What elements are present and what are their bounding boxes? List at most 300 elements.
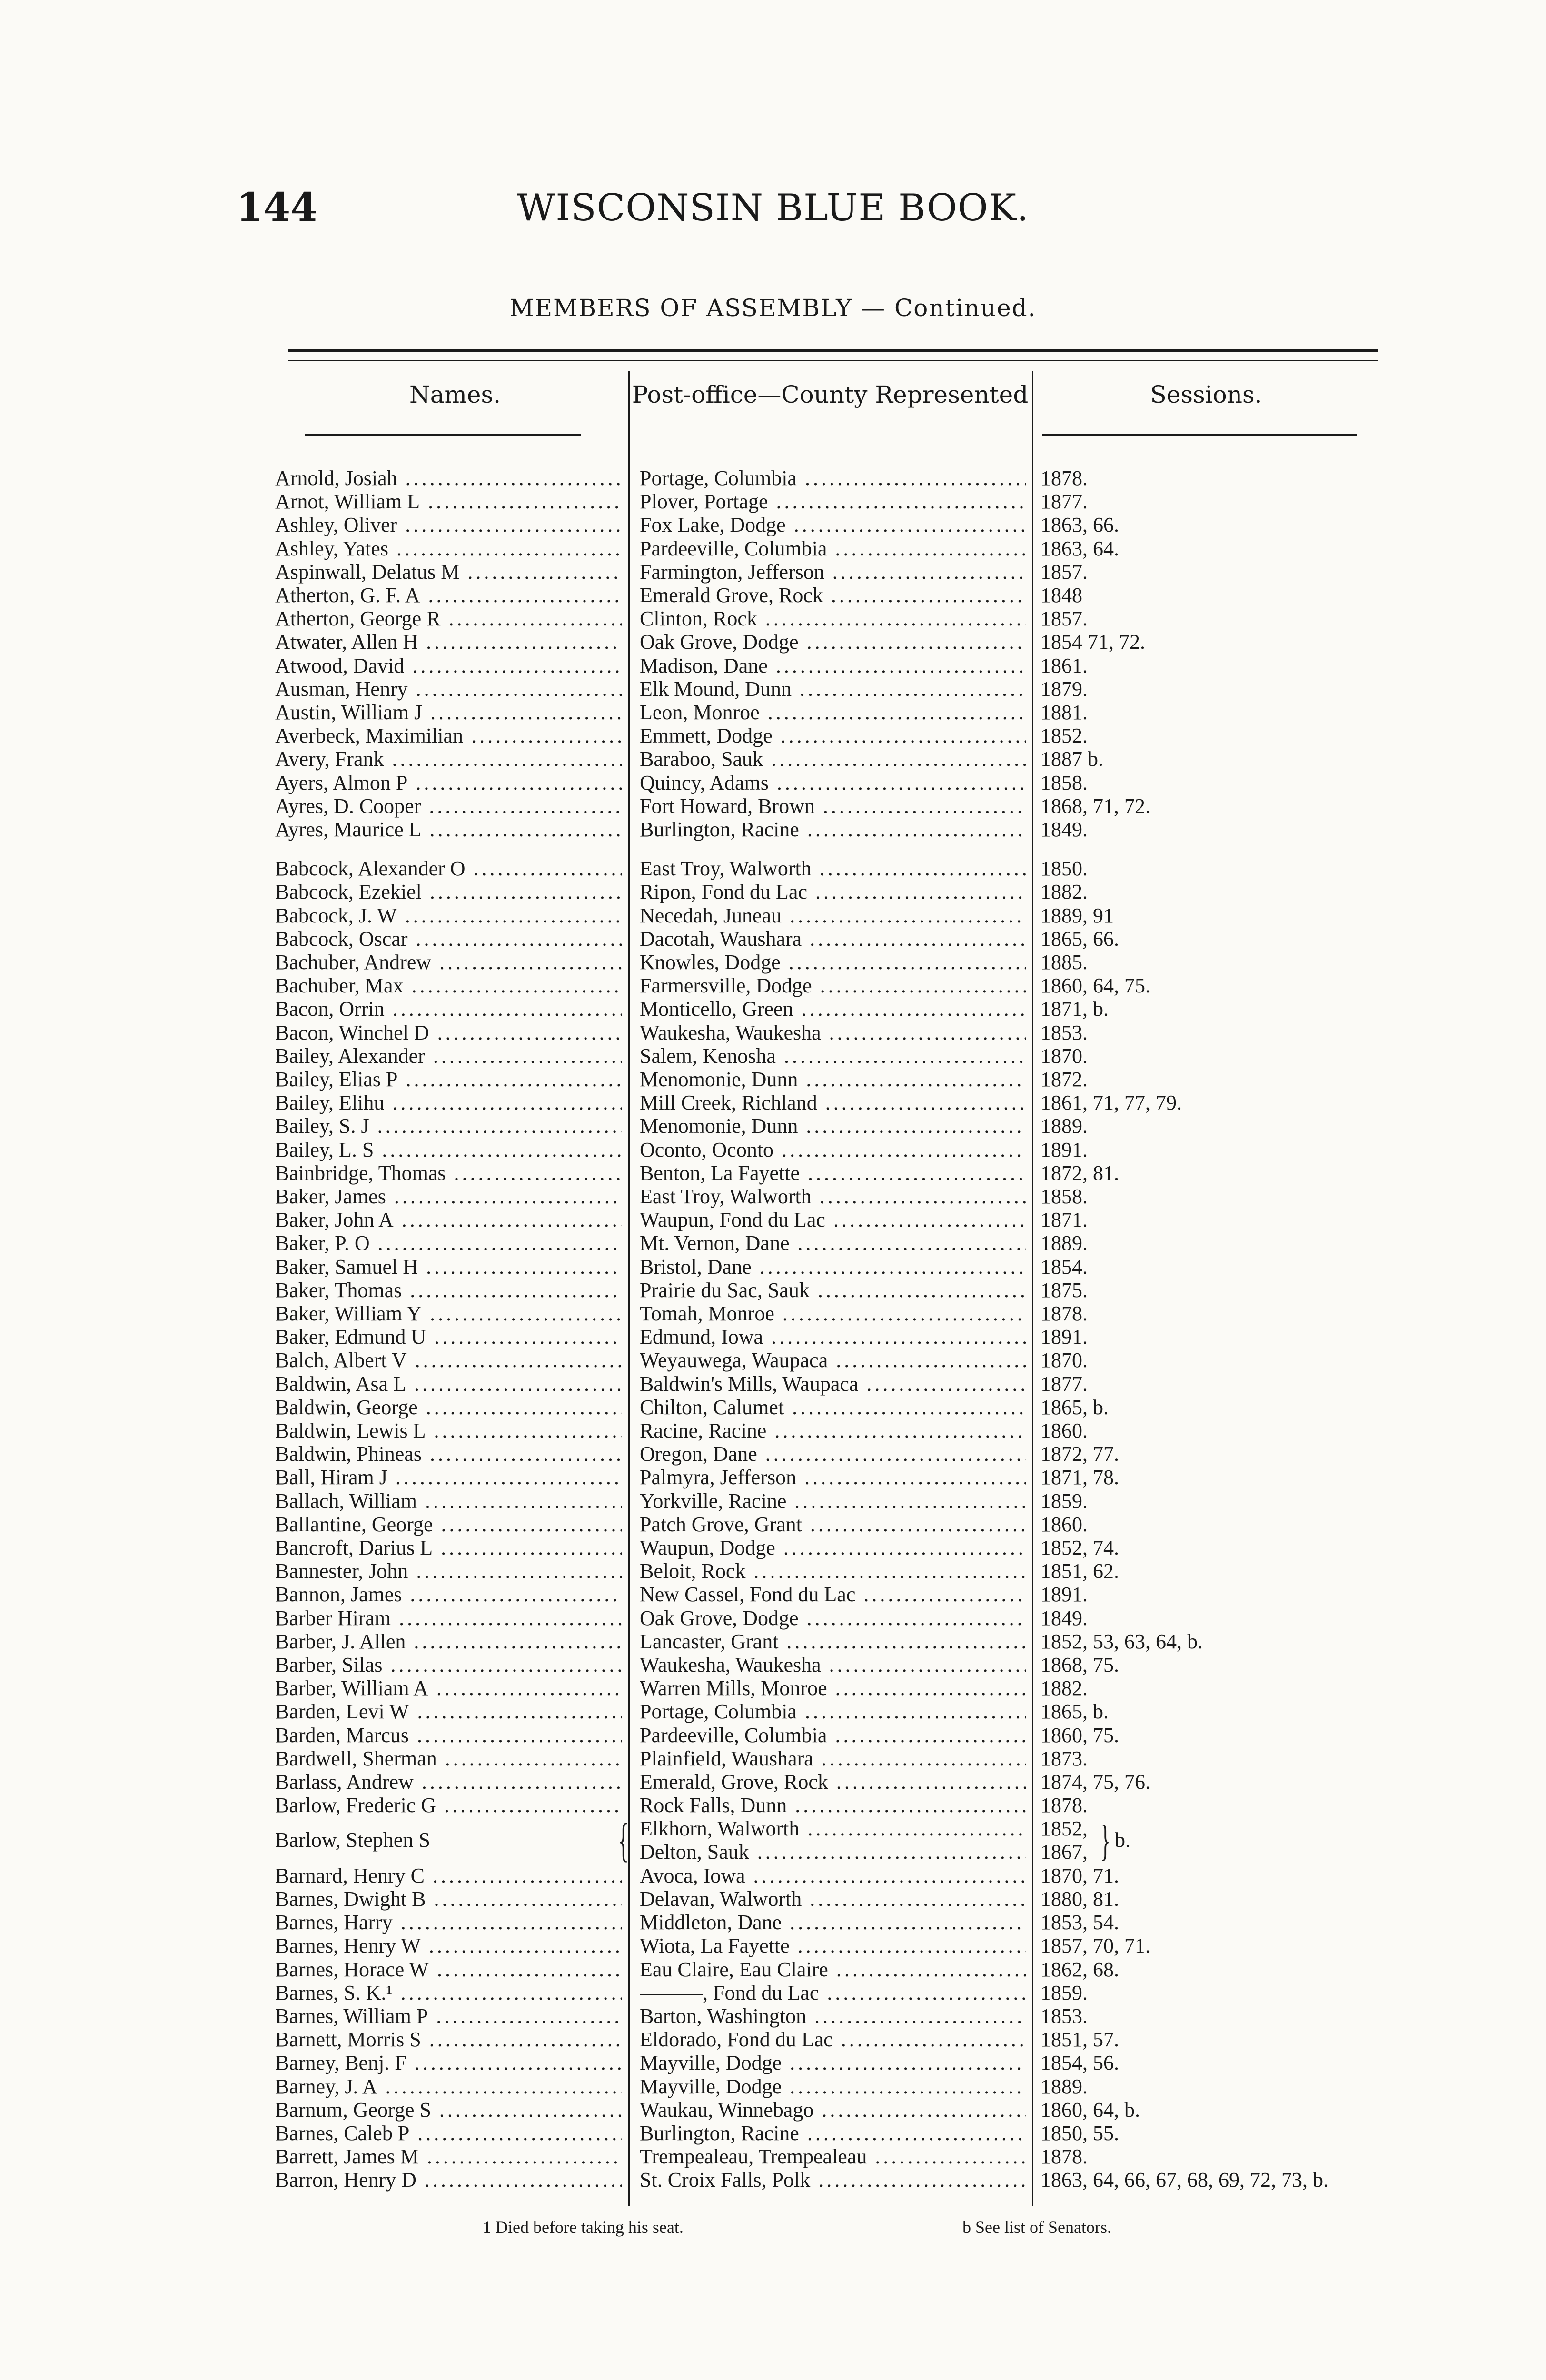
member-sessions: 1878. — [1041, 1302, 1088, 1325]
list-item — [0, 1887, 1546, 1911]
member-post-office: Quincy, Adams ..... — [640, 771, 1026, 794]
member-sessions: 1865, 66. — [1041, 927, 1119, 951]
member-name: Baldwin, George ..... — [275, 1396, 622, 1419]
member-post-office: ———, Fond du Lac ..... — [640, 1981, 1026, 2004]
member-sessions: 1868, 71, 72. — [1041, 794, 1150, 818]
member-sessions: 1853. — [1041, 2004, 1088, 2028]
column-header-post-office: Post-office—County Represented — [632, 381, 1029, 408]
member-name: Barnum, George S ..... — [275, 2098, 622, 2122]
member-name: Baker, James ..... — [275, 1185, 622, 1208]
member-name: Baker, Samuel H ..... — [275, 1255, 622, 1279]
member-sessions: 1857. — [1041, 607, 1088, 631]
member-name: Balch, Albert V ..... — [275, 1349, 622, 1372]
member-post-office: Wiota, La Fayette ..... — [640, 1934, 1026, 1957]
member-post-office: Burlington, Racine ..... — [640, 818, 1026, 841]
list-item — [0, 1770, 1546, 1794]
member-post-office: East Troy, Walworth ..... — [640, 857, 1026, 880]
member-sessions: 1885. — [1041, 951, 1088, 974]
member-name: Barnes, Caleb P ..... — [275, 2122, 622, 2145]
member-name: Barnes, Dwight B ..... — [275, 1887, 622, 1911]
list-item — [0, 1068, 1546, 1091]
member-sessions: 1878. — [1041, 1794, 1088, 1817]
member-name: Barden, Levi W ..... — [275, 1700, 622, 1723]
member-name: Ayres, D. Cooper ..... — [275, 794, 622, 818]
member-name: Arnold, Josiah ..... — [275, 466, 622, 490]
member-sessions: 1860. — [1041, 1512, 1088, 1536]
member-sessions: 1870, 71. — [1041, 1864, 1119, 1887]
running-head: WISCONSIN BLUE BOOK. — [517, 187, 1029, 229]
member-sessions: 1852, 53, 63, 64, b. — [1041, 1629, 1203, 1653]
member-post-office: Salem, Kenosha ..... — [640, 1044, 1026, 1068]
list-item — [0, 1372, 1546, 1396]
member-sessions: 1862, 68. — [1041, 1957, 1119, 1981]
member-sessions: 1880, 81. — [1041, 1887, 1119, 1911]
list-item — [0, 630, 1546, 654]
member-sessions: 1852, — [1041, 1817, 1088, 1841]
header-rule-names — [305, 434, 581, 436]
member-sessions: 1859. — [1041, 1489, 1088, 1513]
member-sessions: 1865, b. — [1041, 1395, 1109, 1419]
member-name: Barney, Benj. F ..... — [275, 2051, 622, 2074]
list-item — [0, 927, 1546, 951]
member-post-office: Waupun, Fond du Lac ..... — [640, 1208, 1026, 1231]
member-sessions: 1873. — [1041, 1746, 1088, 1770]
member-name: Barber, J. Allen ..... — [275, 1630, 622, 1653]
member-name: Atwater, Allen H ..... — [275, 630, 622, 654]
member-post-office: Mt. Vernon, Dane ..... — [640, 1231, 1026, 1255]
member-name: Ayers, Almon P ..... — [275, 771, 622, 794]
member-name: Barlow, Stephen S — [275, 1828, 430, 1852]
member-sessions: 1849. — [1041, 1606, 1088, 1630]
member-post-office: Warren Mills, Monroe ..... — [640, 1676, 1026, 1700]
list-item — [0, 490, 1546, 513]
member-name: Barber, William A ..... — [275, 1676, 622, 1700]
member-post-office: Fox Lake, Dodge ..... — [640, 513, 1026, 536]
list-item — [0, 2051, 1546, 2074]
member-post-office: Dacotah, Waushara ..... — [640, 927, 1026, 951]
member-name: Barlow, Frederic G ..... — [275, 1794, 622, 1817]
list-item — [0, 1606, 1546, 1630]
member-post-office: Waukesha, Waukesha ..... — [640, 1021, 1026, 1044]
member-post-office: Tomah, Monroe ..... — [640, 1302, 1026, 1325]
member-name: Baker, William Y ..... — [275, 1302, 622, 1325]
list-item — [0, 951, 1546, 974]
member-post-office: Eldorado, Fond du Lac ..... — [640, 2028, 1026, 2051]
member-name: Atwood, David ..... — [275, 654, 622, 677]
member-sessions: 1868, 75. — [1041, 1653, 1119, 1676]
list-item — [0, 1559, 1546, 1583]
member-post-office: Waukau, Winnebago ..... — [640, 2098, 1026, 2122]
member-post-office: Baraboo, Sauk ..... — [640, 747, 1026, 771]
member-sessions: 1871, b. — [1041, 997, 1109, 1021]
member-sessions: 1877. — [1041, 490, 1088, 514]
member-name: Bacon, Orrin ..... — [275, 997, 622, 1021]
list-item — [0, 1724, 1546, 1747]
list-item — [0, 1513, 1546, 1536]
column-header-sessions: Sessions. — [1150, 381, 1262, 408]
member-sessions: 1863, 64. — [1041, 536, 1119, 560]
double-rule-top — [288, 349, 1378, 352]
member-post-office: Plover, Portage ..... — [640, 490, 1026, 513]
list-item — [0, 997, 1546, 1021]
list-item — [0, 1466, 1546, 1489]
member-sessions: 1874, 75, 76. — [1041, 1770, 1150, 1794]
member-sessions: 1879. — [1041, 677, 1088, 701]
member-sessions: 1889. — [1041, 1231, 1088, 1255]
member-sessions: 1872, 81. — [1041, 1161, 1119, 1185]
member-name: Arnot, William L ..... — [275, 490, 622, 513]
member-name: Bailey, Elihu ..... — [275, 1091, 622, 1114]
member-sessions: 1852, 74. — [1041, 1536, 1119, 1559]
list-item — [0, 794, 1546, 818]
list-item — [0, 2168, 1546, 2192]
member-name: Barnes, William P ..... — [275, 2004, 622, 2028]
list-item — [0, 1279, 1546, 1302]
member-post-office: Fort Howard, Brown ..... — [640, 794, 1026, 818]
list-item — [0, 1911, 1546, 1934]
member-post-office: Plainfield, Waushara ..... — [640, 1747, 1026, 1770]
list-item — [0, 1653, 1546, 1676]
list-item — [0, 1419, 1546, 1442]
member-sessions: 1851, 57. — [1041, 2028, 1119, 2052]
member-sessions: 1872. — [1041, 1068, 1088, 1091]
list-item — [0, 1161, 1546, 1185]
member-post-office: St. Croix Falls, Polk ..... — [640, 2168, 1026, 2192]
list-item — [0, 747, 1546, 771]
member-name: Babcock, Oscar ..... — [275, 927, 622, 951]
member-post-office: Beloit, Rock ..... — [640, 1559, 1026, 1583]
member-post-office: Baldwin's Mills, Waupaca ..... — [640, 1372, 1026, 1396]
member-sessions: 1889. — [1041, 2074, 1088, 2098]
list-item-braced — [0, 1814, 1546, 1867]
member-name: Babcock, Ezekiel ..... — [275, 880, 622, 903]
member-sessions: 1860, 75. — [1041, 1723, 1119, 1747]
member-name: Baker, John A ..... — [275, 1208, 622, 1231]
list-item — [0, 701, 1546, 724]
list-item — [0, 1185, 1546, 1208]
member-name: Ayres, Maurice L ..... — [275, 818, 622, 841]
list-item — [0, 607, 1546, 630]
member-post-office: Necedah, Juneau ..... — [640, 904, 1026, 927]
list-item — [0, 974, 1546, 997]
member-post-office: East Troy, Walworth ..... — [640, 1185, 1026, 1208]
member-name: Atherton, George R ..... — [275, 607, 622, 630]
member-post-office: New Cassel, Fond du Lac ..... — [640, 1583, 1026, 1606]
member-sessions: 1858. — [1041, 771, 1088, 794]
member-name: Ausman, Henry ..... — [275, 677, 622, 701]
list-item — [0, 677, 1546, 701]
member-post-office: Menomonie, Dunn ..... — [640, 1114, 1026, 1138]
member-post-office: Emerald Grove, Rock ..... — [640, 584, 1026, 607]
member-name: Ball, Hiram J ..... — [275, 1466, 622, 1489]
member-name: Barney, J. A ..... — [275, 2075, 622, 2098]
list-item — [0, 1044, 1546, 1068]
member-sessions: 1871. — [1041, 1208, 1088, 1232]
list-item — [0, 1958, 1546, 1981]
list-item — [0, 513, 1546, 536]
list-item — [0, 857, 1546, 880]
list-item — [0, 1536, 1546, 1559]
member-sessions: 1860, 64, 75. — [1041, 974, 1150, 998]
footnote-senators: b See list of Senators. — [962, 2218, 1111, 2237]
list-item — [0, 1349, 1546, 1372]
member-name: Bailey, S. J ..... — [275, 1114, 622, 1138]
list-item — [0, 2004, 1546, 2028]
member-post-office: Leon, Monroe ..... — [640, 701, 1026, 724]
member-post-office: Waukesha, Waukesha ..... — [640, 1653, 1026, 1676]
list-item — [0, 1208, 1546, 1231]
member-name: Aspinwall, Delatus M ..... — [275, 560, 622, 584]
member-sessions: 1858. — [1041, 1185, 1088, 1208]
list-item — [0, 1583, 1546, 1606]
member-post-office: Elkhorn, Walworth ..... — [640, 1817, 1026, 1840]
member-name: Ballantine, George ..... — [275, 1513, 622, 1536]
member-post-office: Middleton, Dane ..... — [640, 1911, 1026, 1934]
list-item — [0, 2075, 1546, 2098]
member-post-office: Farmersville, Dodge ..... — [640, 974, 1026, 997]
member-name: Barber Hiram ..... — [275, 1606, 622, 1630]
list-item — [0, 537, 1546, 560]
member-post-office: Eau Claire, Eau Claire ..... — [640, 1958, 1026, 1981]
list-item — [0, 1138, 1546, 1161]
member-post-office: Avoca, Iowa ..... — [640, 1864, 1026, 1887]
member-sessions: 1860, 64, b. — [1041, 2098, 1140, 2122]
list-item — [0, 1864, 1546, 1887]
member-name: Babcock, J. W ..... — [275, 904, 622, 927]
list-item — [0, 771, 1546, 794]
member-name: Austin, William J ..... — [275, 701, 622, 724]
list-item — [0, 1934, 1546, 1957]
list-item — [0, 1747, 1546, 1770]
member-sessions: 1867, — [1041, 1840, 1088, 1864]
member-sessions: 1865, b. — [1041, 1700, 1109, 1724]
member-name: Barnes, Horace W ..... — [275, 1958, 622, 1981]
member-name: Avery, Frank ..... — [275, 747, 622, 771]
member-sessions: 1889. — [1041, 1114, 1088, 1138]
member-name: Barnett, Morris S ..... — [275, 2028, 622, 2051]
member-sessions: 1860. — [1041, 1419, 1088, 1442]
member-sessions: 1853. — [1041, 1021, 1088, 1044]
list-item — [0, 880, 1546, 903]
member-post-office: Portage, Columbia ..... — [640, 466, 1026, 490]
member-post-office: Delavan, Walworth ..... — [640, 1887, 1026, 1911]
member-sessions: 1849. — [1041, 818, 1088, 841]
member-sessions: 1863, 66. — [1041, 513, 1119, 537]
member-sessions: 1861, 71, 77, 79. — [1041, 1091, 1182, 1115]
member-post-office: Mill Creek, Richland ..... — [640, 1091, 1026, 1114]
member-name: Bancroft, Darius L ..... — [275, 1536, 622, 1559]
member-name: Ballach, William ..... — [275, 1489, 622, 1513]
member-post-office: Ripon, Fond du Lac ..... — [640, 880, 1026, 903]
member-post-office: Menomonie, Dunn ..... — [640, 1068, 1026, 1091]
member-name: Barron, Henry D ..... — [275, 2168, 622, 2192]
member-sessions: 1870. — [1041, 1349, 1088, 1372]
double-rule-bottom — [288, 360, 1378, 361]
member-name: Barnes, Harry ..... — [275, 1911, 622, 1934]
list-item — [0, 1396, 1546, 1419]
member-sessions: 1854 71, 72. — [1041, 630, 1145, 654]
member-post-office: Lancaster, Grant ..... — [640, 1630, 1026, 1653]
member-sessions: 1850. — [1041, 857, 1088, 881]
list-item — [0, 1442, 1546, 1466]
member-post-office: Waupun, Dodge ..... — [640, 1536, 1026, 1559]
page-number: 144 — [236, 185, 318, 230]
member-sessions: 1854. — [1041, 1255, 1088, 1279]
member-sessions: 1891. — [1041, 1583, 1088, 1606]
list-item — [0, 654, 1546, 677]
list-item — [0, 1489, 1546, 1513]
section-title: MEMBERS OF ASSEMBLY — Continued. — [509, 294, 1037, 322]
member-sessions: 1854, 56. — [1041, 2051, 1119, 2075]
member-sessions-note: b. — [1115, 1828, 1130, 1852]
member-name: Bailey, Alexander ..... — [275, 1044, 622, 1068]
member-post-office: Pardeeville, Columbia ..... — [640, 1724, 1026, 1747]
list-item — [0, 1091, 1546, 1114]
member-sessions: 1871, 78. — [1041, 1466, 1119, 1489]
member-name: Averbeck, Maximilian ..... — [275, 724, 622, 747]
member-sessions: 1857. — [1041, 560, 1088, 584]
member-post-office: Mayville, Dodge ..... — [640, 2075, 1026, 2098]
footnote-died: 1 Died before taking his seat. — [483, 2218, 684, 2237]
member-post-office: Racine, Racine ..... — [640, 1419, 1026, 1442]
member-name: Barber, Silas ..... — [275, 1653, 622, 1676]
header-rule-sessions — [1042, 434, 1357, 436]
list-item — [0, 1700, 1546, 1723]
member-name: Atherton, G. F. A ..... — [275, 584, 622, 607]
member-name: Bardwell, Sherman ..... — [275, 1747, 622, 1770]
member-sessions: 1889, 91 — [1041, 903, 1114, 927]
member-sessions: 1877. — [1041, 1372, 1088, 1396]
member-name: Baker, Thomas ..... — [275, 1279, 622, 1302]
member-sessions: 1887 b. — [1041, 747, 1103, 771]
member-post-office: Barton, Washington ..... — [640, 2004, 1026, 2028]
member-name: Bachuber, Max ..... — [275, 974, 622, 997]
member-name: Bannon, James ..... — [275, 1583, 622, 1606]
member-name: Baldwin, Phineas ..... — [275, 1442, 622, 1466]
member-sessions: 1891. — [1041, 1325, 1088, 1349]
member-sessions: 1878. — [1041, 2145, 1088, 2169]
member-sessions: 1861. — [1041, 654, 1088, 677]
list-item — [0, 1794, 1546, 1817]
member-sessions: 1870. — [1041, 1044, 1088, 1068]
member-post-office: Elk Mound, Dunn ..... — [640, 677, 1026, 701]
member-post-office: Weyauwega, Waupaca ..... — [640, 1349, 1026, 1372]
member-sessions: 1891. — [1041, 1138, 1088, 1161]
member-name: Barnes, S. K.¹ ..... — [275, 1981, 622, 2004]
member-name: Barnes, Henry W ..... — [275, 1934, 622, 1957]
member-post-office: Delton, Sauk ..... — [640, 1840, 1026, 1864]
member-post-office: Monticello, Green ..... — [640, 997, 1026, 1021]
member-post-office: Edmund, Iowa ..... — [640, 1325, 1026, 1349]
member-name: Bainbridge, Thomas ..... — [275, 1161, 622, 1185]
member-name: Bacon, Winchel D ..... — [275, 1021, 622, 1044]
list-item — [0, 2028, 1546, 2051]
member-post-office: Portage, Columbia ..... — [640, 1700, 1026, 1723]
member-name: Ashley, Oliver ..... — [275, 513, 622, 536]
member-post-office: Farmington, Jefferson ..... — [640, 560, 1026, 584]
member-post-office: Rock Falls, Dunn ..... — [640, 1794, 1026, 1817]
member-name: Ashley, Yates ..... — [275, 537, 622, 560]
list-item — [0, 1114, 1546, 1138]
list-item — [0, 724, 1546, 747]
list-item — [0, 1021, 1546, 1044]
member-post-office: Madison, Dane ..... — [640, 654, 1026, 677]
member-post-office: Prairie du Sac, Sauk ..... — [640, 1279, 1026, 1302]
member-post-office: Trempealeau, Trempealeau ..... — [640, 2145, 1026, 2168]
list-item — [0, 1325, 1546, 1349]
member-name: Bailey, L. S ..... — [275, 1138, 622, 1161]
member-name: Barnard, Henry C ..... — [275, 1864, 622, 1887]
member-sessions: 1881. — [1041, 701, 1088, 724]
member-post-office: Mayville, Dodge ..... — [640, 2051, 1026, 2074]
member-sessions: 1857, 70, 71. — [1041, 1934, 1150, 1958]
member-sessions: 1863, 64, 66, 67, 68, 69, 72, 73, b. — [1041, 2168, 1328, 2192]
member-sessions: 1875. — [1041, 1278, 1088, 1302]
list-item — [0, 2098, 1546, 2122]
member-post-office: Emmett, Dodge ..... — [640, 724, 1026, 747]
member-sessions: 1851, 62. — [1041, 1559, 1119, 1583]
member-post-office: Knowles, Dodge ..... — [640, 951, 1026, 974]
member-post-office: Bristol, Dane ..... — [640, 1255, 1026, 1279]
member-name: Bachuber, Andrew ..... — [275, 951, 622, 974]
member-post-office: Yorkville, Racine ..... — [640, 1489, 1026, 1513]
member-sessions: 1859. — [1041, 1981, 1088, 2004]
list-item — [0, 466, 1546, 490]
list-item — [0, 1231, 1546, 1255]
member-name: Baldwin, Lewis L ..... — [275, 1419, 622, 1442]
member-sessions: 1882. — [1041, 880, 1088, 904]
list-item — [0, 818, 1546, 841]
member-name: Baldwin, Asa L ..... — [275, 1372, 622, 1396]
member-sessions: 1882. — [1041, 1676, 1088, 1700]
list-item — [0, 1981, 1546, 2004]
member-post-office: Oak Grove, Dodge ..... — [640, 1606, 1026, 1630]
member-post-office: Patch Grove, Grant ..... — [640, 1513, 1026, 1536]
member-post-office: Palmyra, Jefferson ..... — [640, 1466, 1026, 1489]
member-sessions: 1872, 77. — [1041, 1442, 1119, 1466]
member-sessions: 1850, 55. — [1041, 2122, 1119, 2145]
member-name: Bailey, Elias P ..... — [275, 1068, 622, 1091]
member-post-office: Clinton, Rock ..... — [640, 607, 1026, 630]
right-brace: } — [1100, 1816, 1111, 1865]
member-name: Baker, Edmund U ..... — [275, 1325, 622, 1349]
list-item — [0, 584, 1546, 607]
member-sessions: 1878. — [1041, 466, 1088, 490]
member-name: Babcock, Alexander O ..... — [275, 857, 622, 880]
member-post-office: Oak Grove, Dodge ..... — [640, 630, 1026, 654]
member-name: Baker, P. O ..... — [275, 1231, 622, 1255]
member-post-office: Benton, La Fayette ..... — [640, 1161, 1026, 1185]
list-item — [0, 904, 1546, 927]
member-post-office: Emerald, Grove, Rock ..... — [640, 1770, 1026, 1794]
list-item — [0, 560, 1546, 584]
list-item — [0, 1676, 1546, 1700]
list-item — [0, 2122, 1546, 2145]
list-item — [0, 1302, 1546, 1325]
member-post-office: Pardeeville, Columbia ..... — [640, 537, 1026, 560]
member-post-office: Chilton, Calumet ..... — [640, 1396, 1026, 1419]
member-name: Barrett, James M ..... — [275, 2145, 622, 2168]
member-name: Barden, Marcus ..... — [275, 1724, 622, 1747]
column-header-names: Names. — [409, 381, 501, 408]
member-name: Barlass, Andrew ..... — [275, 1770, 622, 1794]
member-post-office: Oregon, Dane ..... — [640, 1442, 1026, 1466]
list-item — [0, 1255, 1546, 1279]
member-sessions: 1852. — [1041, 724, 1088, 748]
member-post-office: Burlington, Racine ..... — [640, 2122, 1026, 2145]
member-sessions: 1848 — [1041, 584, 1082, 607]
member-sessions: 1853, 54. — [1041, 1911, 1119, 1934]
